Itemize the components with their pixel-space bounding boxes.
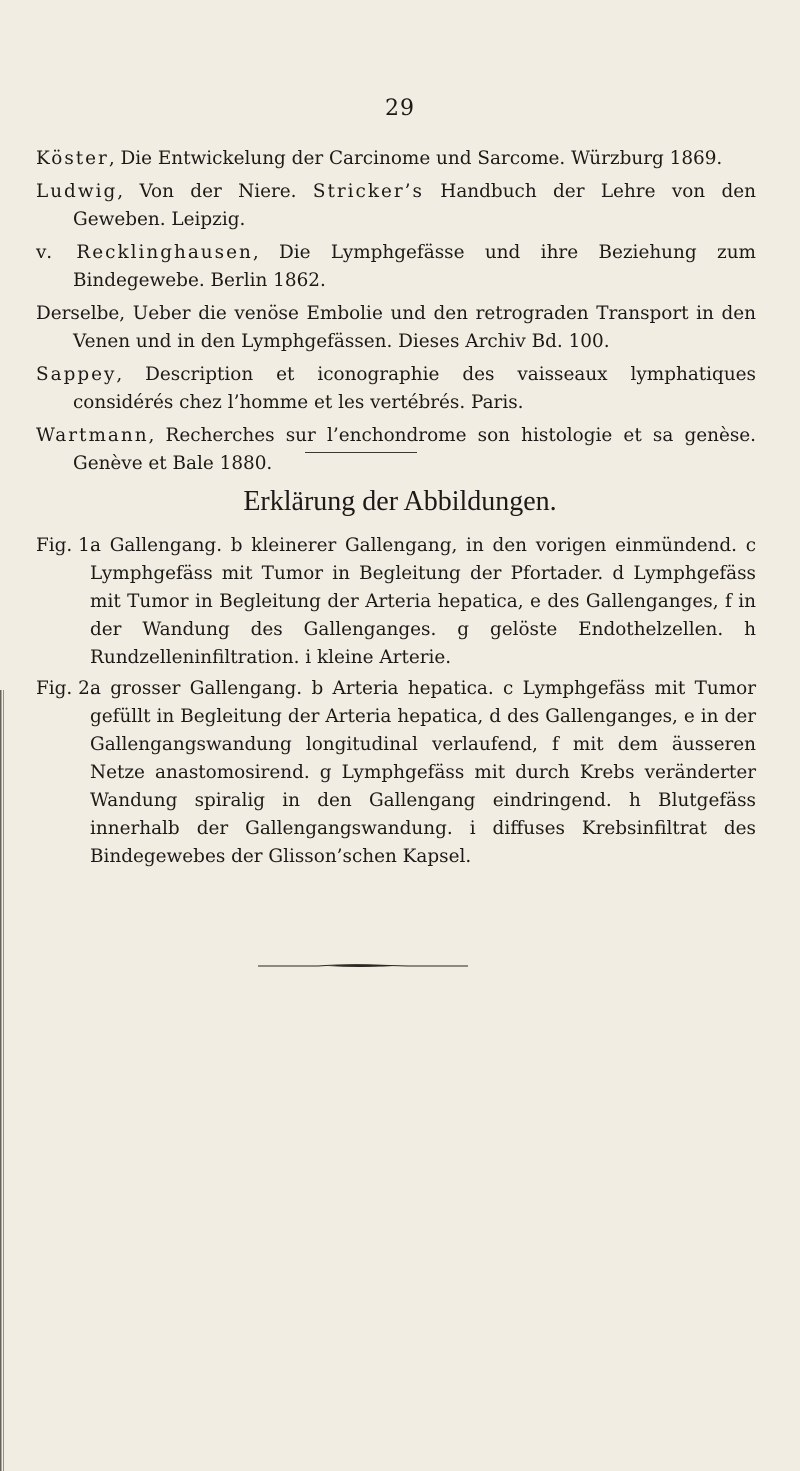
page-number: 29 <box>385 96 415 121</box>
reference-author: Derselbe <box>36 303 120 324</box>
section-divider <box>305 452 417 453</box>
reference-author: Ludwig <box>36 181 118 202</box>
reference-text: , Die Lymphgefässe und ihre Beziehung zum Bindegewebe. Berlin 1862. <box>73 242 756 291</box>
reference-text: , Ueber die venöse Embolie und den retrograden Transport in den Venen und in den Lymphgefässen. Dieses Archiv Bd. 100. <box>73 303 756 352</box>
reference-entry <box>36 300 756 356</box>
reference-entry <box>36 361 756 417</box>
reference-text-secondary: Handbuch der Lehre von den Geweben. Leipzig. <box>73 181 756 230</box>
figure-label: Fig. 2. <box>36 678 96 699</box>
reference-entry <box>36 145 756 173</box>
section-title: Erklärung der Abbildungen. <box>243 486 557 517</box>
reference-author: Wartmann <box>36 425 149 446</box>
reference-author-secondary: Stricker’s <box>312 181 424 202</box>
reference-entry <box>36 239 756 295</box>
reference-text: , Recherches sur l’enchondrome son histologie et sa genèse. Genève et Bale 1880. <box>73 425 756 474</box>
reference-list <box>36 145 756 483</box>
reference-entry <box>36 178 756 234</box>
page-edge-shadow <box>0 690 6 1471</box>
reference-author: Sappey <box>36 364 117 385</box>
end-ornament-rule <box>258 964 468 968</box>
figure-legend <box>36 675 756 871</box>
figure-legend-list <box>36 532 756 874</box>
figure-legend <box>36 532 756 672</box>
reference-author: Köster <box>36 148 109 169</box>
reference-entry <box>36 422 756 478</box>
reference-author: v. Recklinghausen <box>36 242 253 263</box>
figure-description: a Gallengang. b kleinerer Gallengang, in den vorigen einmündend. c Lymphgefäss mit Tumor in Begleitung der Pfortader. d Lymphgefäss mit Tumor in Begleitung der Arteria hepatica, e des Gallenganges, f in der Wandung des Gallenganges. g gelöste Endothelzellen. h Rundzelleninfiltration. i kleine Arterie. <box>90 535 756 668</box>
figure-label: Fig. 1. <box>36 535 96 556</box>
reference-text: , Die Entwickelung der Carcinome und Sarcome. Würzburg 1869. <box>108 148 723 169</box>
reference-text: , Von der Niere. <box>117 181 313 202</box>
figure-description: a grosser Gallengang. b Arteria hepatica. c Lymphgefäss mit Tumor gefüllt in Begleitung der Arteria hepatica, d des Gallenganges, e in der Gallengangswandung longitudinal verlaufend, f mit dem äusseren Netze anastomosirend. g Lymphgefäss mit durch Krebs veränderter Wandung spiralig in den Gallengang eindringend. h Blutgefäss innerhalb der Gallengangswandung. i diffuses Krebsinfiltrat des Bindegewebes der Glisson’schen Kapsel. <box>90 678 756 867</box>
reference-text: , Description et iconographie des vaisseaux lymphatiques considérés chez l’homme et les vertébrés. Paris. <box>73 364 756 413</box>
